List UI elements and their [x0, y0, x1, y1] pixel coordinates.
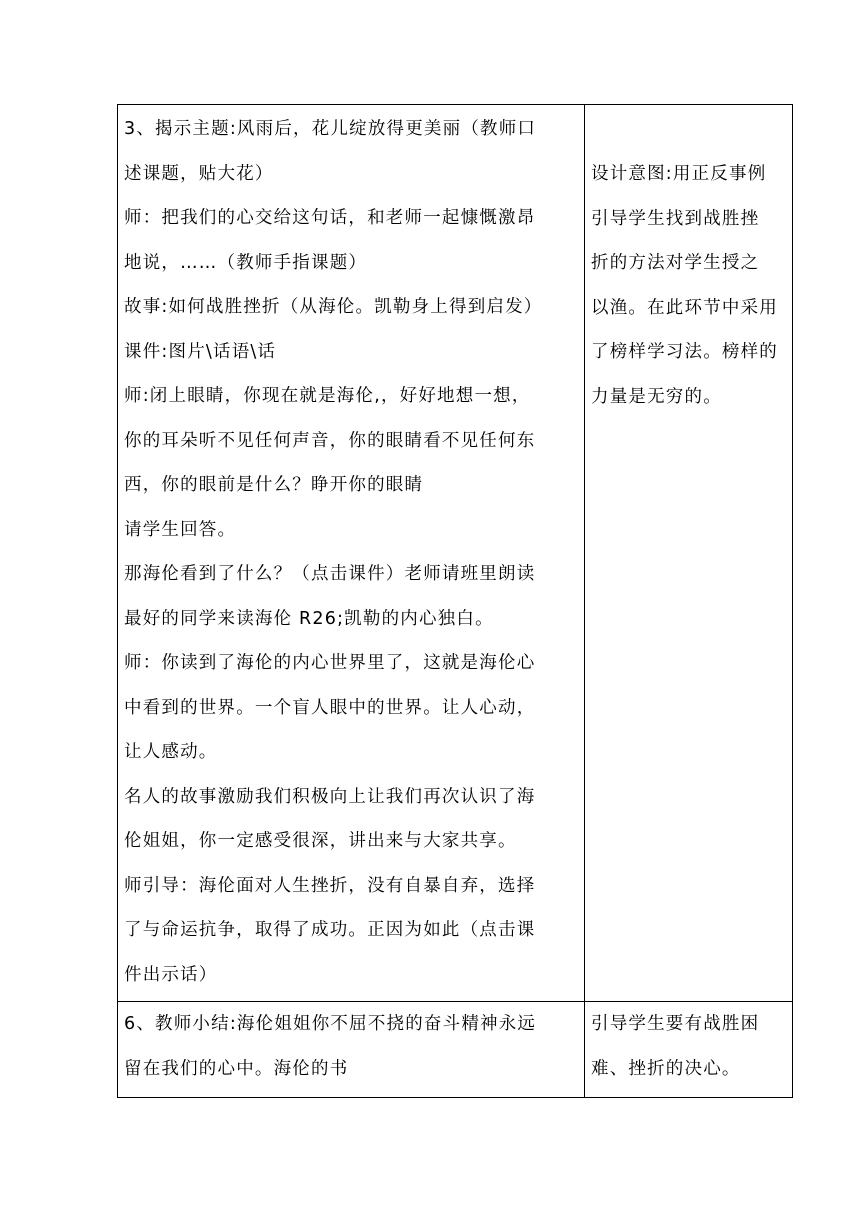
note-line: 引导学生要有战胜困: [591, 1014, 760, 1034]
text-line: 名人的故事激励我们积极向上让我们再次认识了海: [124, 786, 536, 807]
text-line: 那海伦看到了什么？（点击课件）老师请班里朗读: [124, 564, 536, 584]
note-line: 设计意图:用正反事例: [591, 164, 767, 184]
text-line: 师:闭上眼睛，你现在就是海伦,，好好地想一想，: [124, 386, 531, 406]
text-line: 留在我们的心中。海伦的书: [124, 1058, 349, 1079]
teaching-process-text: [118, 105, 584, 997]
text-line: 课件:图片\话语\话: [124, 341, 277, 362]
text-line: 西，你的眼前是什么？睁开你的眼睛: [124, 475, 424, 495]
text-line: 让人感动。: [124, 742, 218, 762]
text-line: 伦姐姐，你一定感受很深，讲出来与大家共享。: [124, 831, 517, 851]
text-line: 6、教师小结:海伦姐姐你不屈不挠的奋斗精神永远: [124, 1014, 537, 1034]
text-line: 故事:如何战胜挫折（从海伦。凯勒身上得到启发）: [124, 297, 543, 317]
text-line: 3、揭示主题:风雨后，花儿绽放得更美丽（教师口: [124, 119, 537, 139]
note-line: 以渔。在此环节中采用: [591, 297, 778, 318]
summary-intent-text: [585, 1002, 792, 1091]
note-line: 难、挫折的决心。: [591, 1058, 741, 1079]
note-line: 了榜样学习法。榜样的: [591, 342, 778, 362]
text-line: 了与命运抗争，取得了成功。正因为如此（点击课: [124, 920, 536, 940]
text-line: 师：把我们的心交给这句话，和老师一起慷慨激昂: [124, 208, 536, 228]
table-row: [118, 105, 793, 1002]
note-line: 力量是无穷的。: [591, 386, 722, 407]
lesson-plan-table: [117, 104, 793, 1098]
table-row: [118, 1002, 793, 1098]
text-line: 你的耳朵听不见任何声音，你的眼睛看不见任何东: [124, 430, 536, 451]
teacher-summary-cell: [118, 1002, 585, 1098]
summary-intent-cell: [585, 1002, 793, 1098]
text-line: 中看到的世界。一个盲人眼中的世界。让人心动，: [124, 697, 536, 718]
text-line: 述课题，贴大花）: [124, 163, 274, 184]
design-intent-text: [585, 105, 792, 419]
design-intent-cell: [585, 105, 793, 1002]
text-line: 师：你读到了海伦的内心世界里了，这就是海伦心: [124, 653, 536, 673]
text-line: 件出示话）: [124, 964, 218, 985]
note-line: 折的方法对学生授之: [591, 253, 760, 273]
teaching-process-cell: [118, 105, 585, 1002]
note-line: 引导学生找到战胜挫: [591, 208, 760, 229]
text-line: 请学生回答。: [124, 519, 237, 540]
text-line: 师引导：海伦面对人生挫折，没有自暴自弃，选择: [124, 875, 536, 896]
text-line: 最好的同学来读海伦 R26;凯勒的内心独白。: [124, 608, 494, 629]
text-line: 地说，……（教师手指课题）: [124, 252, 368, 273]
teacher-summary-text: [118, 1002, 584, 1091]
